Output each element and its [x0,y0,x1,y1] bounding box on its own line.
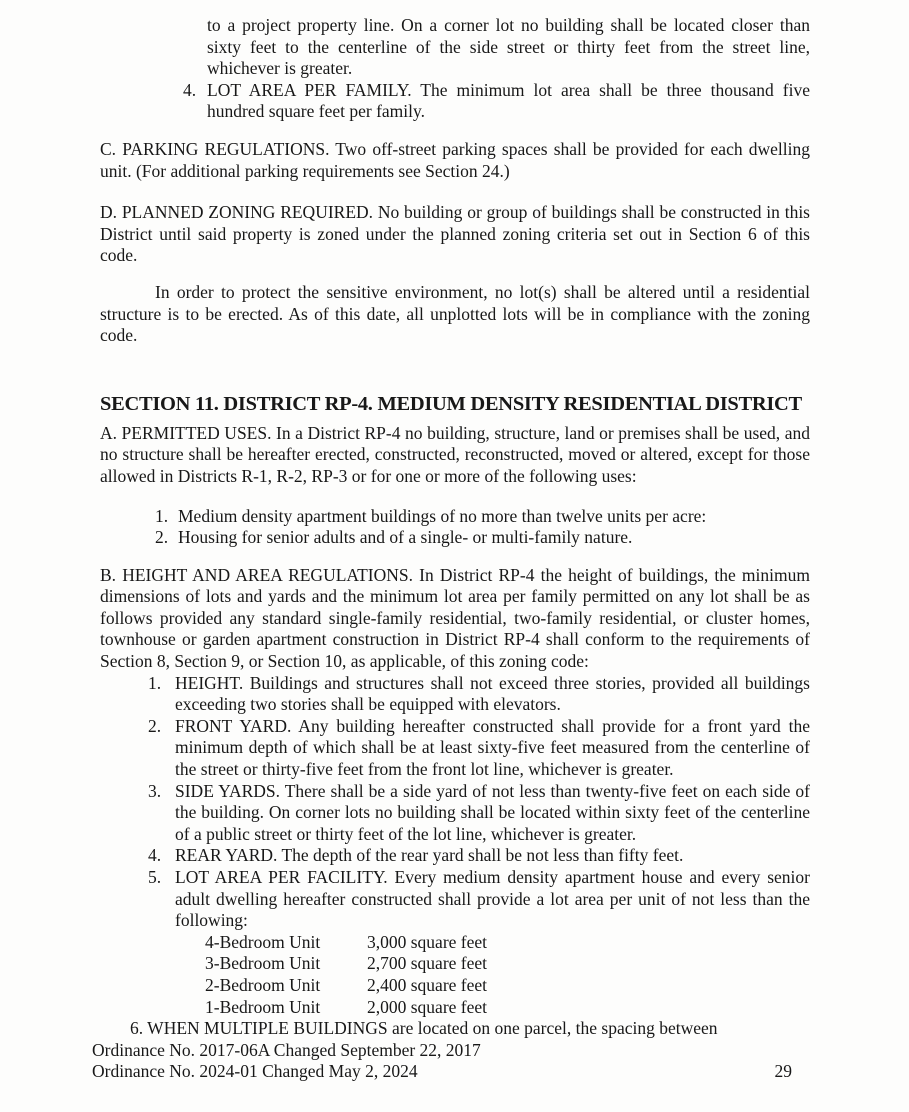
regulation-number: 3. [148,780,162,801]
unit-type-cell: 3-Bedroom Unit [205,953,321,974]
list-item-4-text: LOT AREA PER FAMILY. The minimum lot area shall be three thousand five hundred square feet per family. [207,79,810,122]
paragraph-b-height-area-regulations: B. HEIGHT AND AREA REGULATIONS. In District RP-4 the height of buildings, the minimum dimensions of lots and yards and the minimum lot area per family permitted on any lot shall be as follows provided any standard single-family residential, two-family residential, or cluster homes, townhouse or garden apartment construction in District RP-4 shall conform to the requirements of Section 8, Section 9, or Section 10, as applicable, of this zoning code: [100,564,810,672]
regulation-text: HEIGHT. Buildings and structures shall not exceed three stories, provided all buildings exceeding two stories shall be equipped with elevators. [175,672,810,715]
table-row [205,953,810,975]
list-item-4-number: 4. [183,79,197,100]
regulation-text: REAR YARD. The depth of the rear yard shall be not less than fifty feet. [175,845,684,866]
section-11-heading: SECTION 11. DISTRICT RP-4. MEDIUM DENSITY RESIDENTIAL DISTRICT [100,392,802,415]
permitted-uses-list [155,506,810,549]
paragraph-sensitive-environment: In order to protect the sensitive environment, no lot(s) shall be altered until a residential structure is to be erected. As of this date, all unplotted lots will be in compliance with the zoning code. [100,281,810,346]
regulation-number: 1. [148,672,162,693]
regulation-number: 4. [148,845,162,866]
list-item-6-when-multiple-buildings: 6. WHEN MULTIPLE BUILDINGS are located on one parcel, the spacing between [130,1018,718,1039]
regulation-text: LOT AREA PER FACILITY. Every medium density apartment house and every senior adult dwelling hereafter constructed shall provide a lot area per unit of not less than the following: [175,867,810,931]
regulation-item-lot-area-per-facility [148,867,810,932]
list-item-4 [183,80,810,123]
paragraph-d-planned-zoning: D. PLANNED ZONING REQUIRED. No building or group of buildings shall be constructed in this District until said property is zoned under the planned zoning criteria set out in Section 6 of this code. [100,202,810,266]
permitted-use-text: Medium density apartment buildings of no more than twelve units per acre: [178,505,707,526]
permitted-use-text: Housing for senior adults and of a single- or multi-family nature. [178,527,633,548]
table-row [205,932,810,954]
area-value-cell: 2,000 square feet [367,996,488,1017]
permitted-use-item [155,527,810,549]
regulation-item-front-yard [148,716,810,781]
permitted-use-number: 2. [155,527,169,548]
footer-line-2 [92,1061,810,1083]
regulation-number: 5. [148,867,162,887]
regulation-text: SIDE YARDS. There shall be a side yard of not less than twenty-five feet on each side of the building. On corner lots no building shall be located within sixty feet of the centerline of a public street or thirty feet of the lot line, whichever is greater. [175,780,810,844]
unit-type-cell: 2-Bedroom Unit [205,974,321,995]
unit-type-cell: 4-Bedroom Unit [205,931,321,952]
area-value-cell: 2,700 square feet [367,953,488,974]
regulation-number: 2. [148,715,162,736]
table-row [205,975,810,997]
ordinance-line: Ordinance No. 2017-06A Changed September 22, 2017 [92,1039,481,1060]
paragraph-c-parking-regulations: C. PARKING REGULATIONS. Two off-street parking spaces shall be provided for each dwelling unit. (For additional parking requirements see Section 24.) [100,138,810,181]
paragraph-a-permitted-uses: A. PERMITTED USES. In a District RP-4 no building, structure, land or premises shall be used, and no structure shall be hereafter erected, constructed, reconstructed, moved or altered, except for those allowed in Districts R-1, R-2, RP-3 or for one or more of the following uses: [100,422,810,486]
area-value-cell: 3,000 square feet [367,931,488,952]
lot-area-table [205,932,810,1018]
regulation-item-side-yards [148,781,810,846]
permitted-use-item [155,506,810,528]
regulation-item-height [148,673,810,716]
area-value-cell: 2,400 square feet [367,974,488,995]
regulation-item-rear-yard [148,845,810,867]
table-row [205,997,810,1019]
page-number: 29 [774,1061,792,1082]
height-area-regulations-list [148,673,810,932]
regulation-text: FRONT YARD. Any building hereafter constructed shall provide for a front yard the minimum depth of which shall be at least sixty-five feet measured from the centerline of the street or thirty-five feet from the front lot line, whichever is greater. [175,715,810,780]
unit-type-cell: 1-Bedroom Unit [205,996,321,1017]
list-item-3-continuation: to a project property line. On a corner lot no building shall be located closer than sixty feet to the centerline of the side street or thirty feet from the street line, whichever is greater. [207,15,810,79]
page-footer [92,1040,810,1083]
ordinance-line: Ordinance No. 2024-01 Changed May 2, 2024 [92,1061,418,1082]
permitted-use-number: 1. [155,505,169,526]
